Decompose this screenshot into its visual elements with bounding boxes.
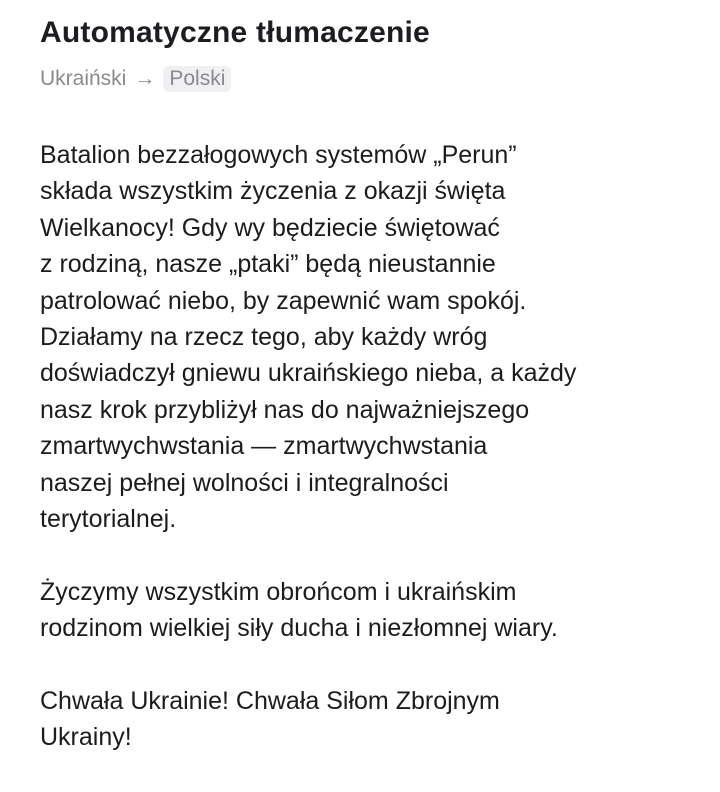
- text-line: Wielkanocy! Gdy wy będziecie świętować: [40, 213, 500, 242]
- text-line: rodzinom wielkiej siły ducha i niezłomnej wiary.: [40, 614, 558, 643]
- text-line: Życzymy wszystkim obrońcom i ukraińskim: [40, 577, 517, 606]
- text-line: Działamy na rzecz tego, aby każdy wróg: [40, 322, 488, 351]
- translated-text: [40, 137, 576, 792]
- text-line: Chwała Ukrainie! Chwała Siłom Zbrojnym: [40, 686, 500, 715]
- page-title: Automatyczne tłumaczenie: [40, 16, 430, 49]
- text-line: zmartwychwstania — zmartwychwstania: [40, 432, 488, 461]
- text-line: z rodziną, nasze „ptaki” będą nieustannie: [40, 250, 496, 279]
- text-line: doświadczył gniewu ukraińskiego nieba, a każdy: [40, 359, 577, 388]
- text-line: Batalion bezzałogowych systemów „Perun”: [40, 141, 517, 169]
- paragraph: [40, 137, 576, 537]
- text-line: naszej pełnej wolności i integralności: [40, 468, 449, 497]
- text-line: Ukrainy!: [40, 723, 132, 752]
- target-language-button[interactable]: Polski: [163, 66, 231, 92]
- text-line: terytorialnej.: [40, 504, 177, 533]
- paragraph: [40, 683, 576, 756]
- text-line: nasz krok przybliżył nas do najważniejszego: [40, 395, 530, 424]
- arrow-right-icon: →: [134, 67, 156, 90]
- text-line: patrolować niebo, by zapewnić wam spokój.: [40, 286, 527, 315]
- text-line: składa wszystkim życzenia z okazji święta: [40, 177, 506, 206]
- paragraph: [40, 574, 576, 647]
- source-language: Ukraiński: [40, 67, 127, 90]
- language-indicator: [40, 66, 231, 92]
